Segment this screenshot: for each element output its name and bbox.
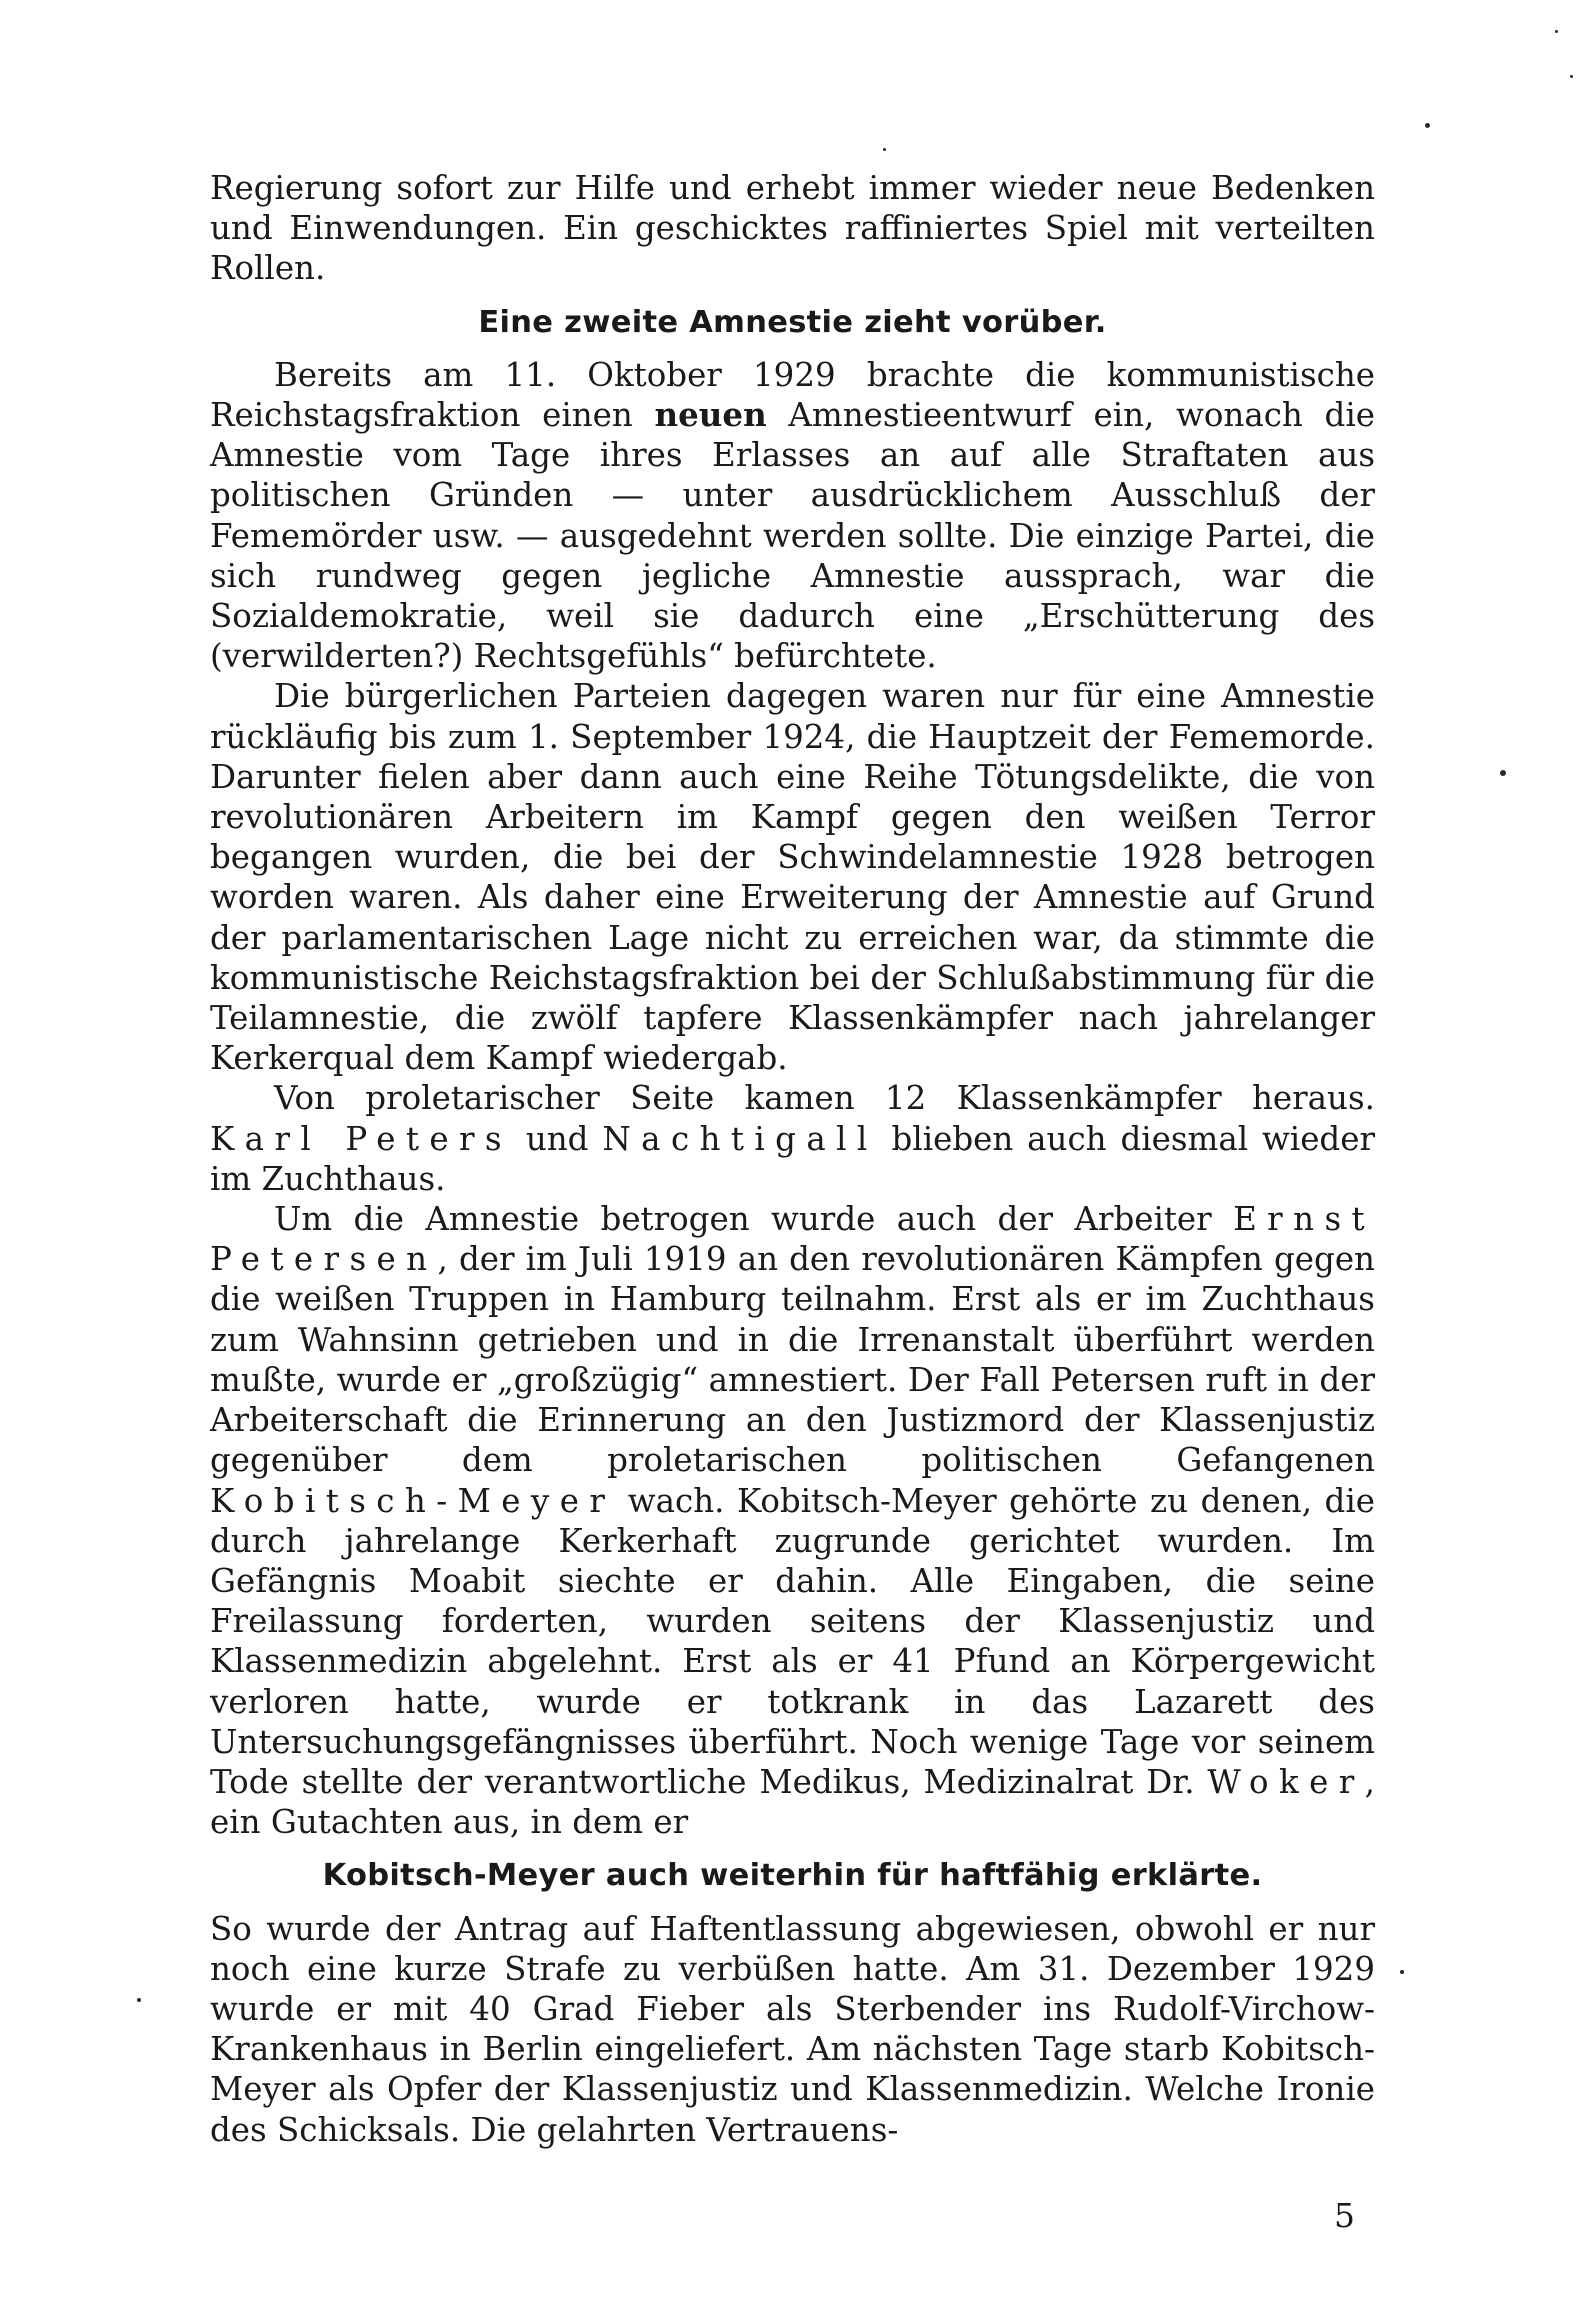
paragraph-text: Bereits am 11. Oktober 1929 brachte die kommunistische Reichstagsfraktion einen bbox=[210, 355, 1375, 435]
paragraph-text: wach. Kobitsch-Meyer gehörte zu denen, die durch jahrelange Kerkerhaft zugrunde gerichtet wurden. Im Gefängnis Moabit siechte er dahin. Alle Eingaben, die seine Freilassung forderten, wurden seitens der Klassenjustiz und Klassenmedizin abgelehnt. Erst als er 41 Pfund an Körpergewicht verloren hatte, wurde er totkrank in das Lazarett des Untersuchungsgefängnisses überführt. Noch wenige Tage vor seinem Tode stellte der verantwortliche Medikus, Medizinalrat Dr. bbox=[210, 1481, 1375, 1801]
scan-speck bbox=[1425, 123, 1430, 128]
paragraph-text: , der im Juli 1919 an den revolutionären Kämpfen gegen die weißen Truppen in Hamburg teilnahm. Erst als er im Zuchthaus zum Wahnsinn getrieben und in die Irrenanstalt überführt werden mußte, wurde er „großzügig“ amnestiert. Der Fall Petersen ruft in der Arbeiterschaft die Erinnerung an den Justizmord der Klassenjustiz gegenüber dem proletarischen politischen Gefangenen bbox=[210, 1240, 1375, 1480]
section-heading-amnesty: Eine zweite Amnestie zieht vorüber. bbox=[478, 304, 1107, 340]
spaced-name: Ernst Petersen bbox=[210, 1200, 1375, 1279]
paragraph-amnesty-draft bbox=[210, 355, 1375, 677]
paragraph-text: Amnestieentwurf ein, wonach die Amnestie vom Tage ihres Erlasses an auf alle Straftaten aus politischen Gründen — unter ausdrücklichem Ausschluß der Fememörder usw. — ausgedehnt werden sollte. Die einzige Partei, die sich rundweg gegen jegliche Amnestie aussprach, war die Sozialdemokratie, weil sie dadurch eine „Erschütterung des (verwilderten?) Rechtsgefühls“ befürchtete. bbox=[210, 396, 1375, 676]
paragraph-bourgeois-parties: Die bürgerlichen Parteien dagegen waren nur für eine Amnestie rückläufig bis zum 1. September 1924, die Hauptzeit der Fememorde. Darunter fielen aber dann auch eine Reihe Tötungsdelikte, die von revolutionären Arbeitern im Kampf gegen den weißen Terror begangen wurden, die bei der Schwindelamnestie 1928 betrogen worden waren. Als daher eine Erweiterung der Amnestie auf Grund der parlamentarischen Lage nicht zu erreichen war, da stimmte die kommunistische Reichstagsfraktion bei der Schlußabstimmung für die Teilamnestie, die zwölf tapfere Klassenkämpfer nach jahrelanger Kerkerqual dem Kampf wiedergab. bbox=[210, 677, 1375, 1078]
section-heading-kobitsch-meyer: Kobitsch-Meyer auch weiterhin für haftfähig erklärte. bbox=[322, 1858, 1263, 1894]
scan-speck bbox=[883, 148, 886, 151]
spaced-name: Nachtigall bbox=[602, 1119, 878, 1158]
spaced-name: Woker bbox=[1207, 1762, 1365, 1801]
emphasized-word: neuen bbox=[654, 395, 767, 435]
paragraph-text: Von proletarischer Seite kamen 12 Klassenkämpfer heraus. bbox=[274, 1079, 1375, 1118]
paragraph-text: Um die Amnestie betrogen wurde auch der Arbeiter bbox=[274, 1200, 1234, 1239]
page-number: 5 bbox=[1334, 2196, 1355, 2235]
spaced-name: Karl Peters bbox=[210, 1119, 512, 1158]
scan-speck bbox=[1400, 1970, 1404, 1974]
scan-speck bbox=[1555, 30, 1558, 33]
paragraph-petersen-case bbox=[210, 1199, 1375, 1842]
opening-paragraph: Regierung sofort zur Hilfe und erhebt immer wieder neue Bedenken und Einwendungen. Ein geschicktes raffiniertes Spiel mit verteilten Rollen. bbox=[210, 169, 1375, 288]
spaced-name: Kobitsch-Meyer bbox=[210, 1481, 616, 1520]
scan-speck bbox=[1570, 75, 1573, 78]
closing-paragraph: So wurde der Antrag auf Haftentlassung abgewiesen, obwohl er nur noch eine kurze Strafe zu verbüßen hatte. Am 31. Dezember 1929 wurde er mit 40 Grad Fieber als Sterbender ins Rudolf-Virchow-Krankenhaus in Berlin eingeliefert. Am nächsten Tage starb Kobitsch-Meyer als Opfer der Klassenjustiz und Klassenmedizin. Welche Ironie des Schicksals. Die gelahrten Vertrauens- bbox=[210, 1909, 1375, 2149]
page-body bbox=[210, 168, 1375, 2150]
scan-speck bbox=[137, 1998, 141, 2002]
scan-speck bbox=[1500, 770, 1506, 776]
paragraph-text: und bbox=[511, 1119, 603, 1158]
paragraph-text: blieben auch diesmal wieder im Zuchthaus. bbox=[210, 1119, 1375, 1198]
paragraph-text: , ein Gutachten aus, in dem er bbox=[210, 1762, 1375, 1842]
paragraph-released-fighters bbox=[210, 1078, 1375, 1199]
